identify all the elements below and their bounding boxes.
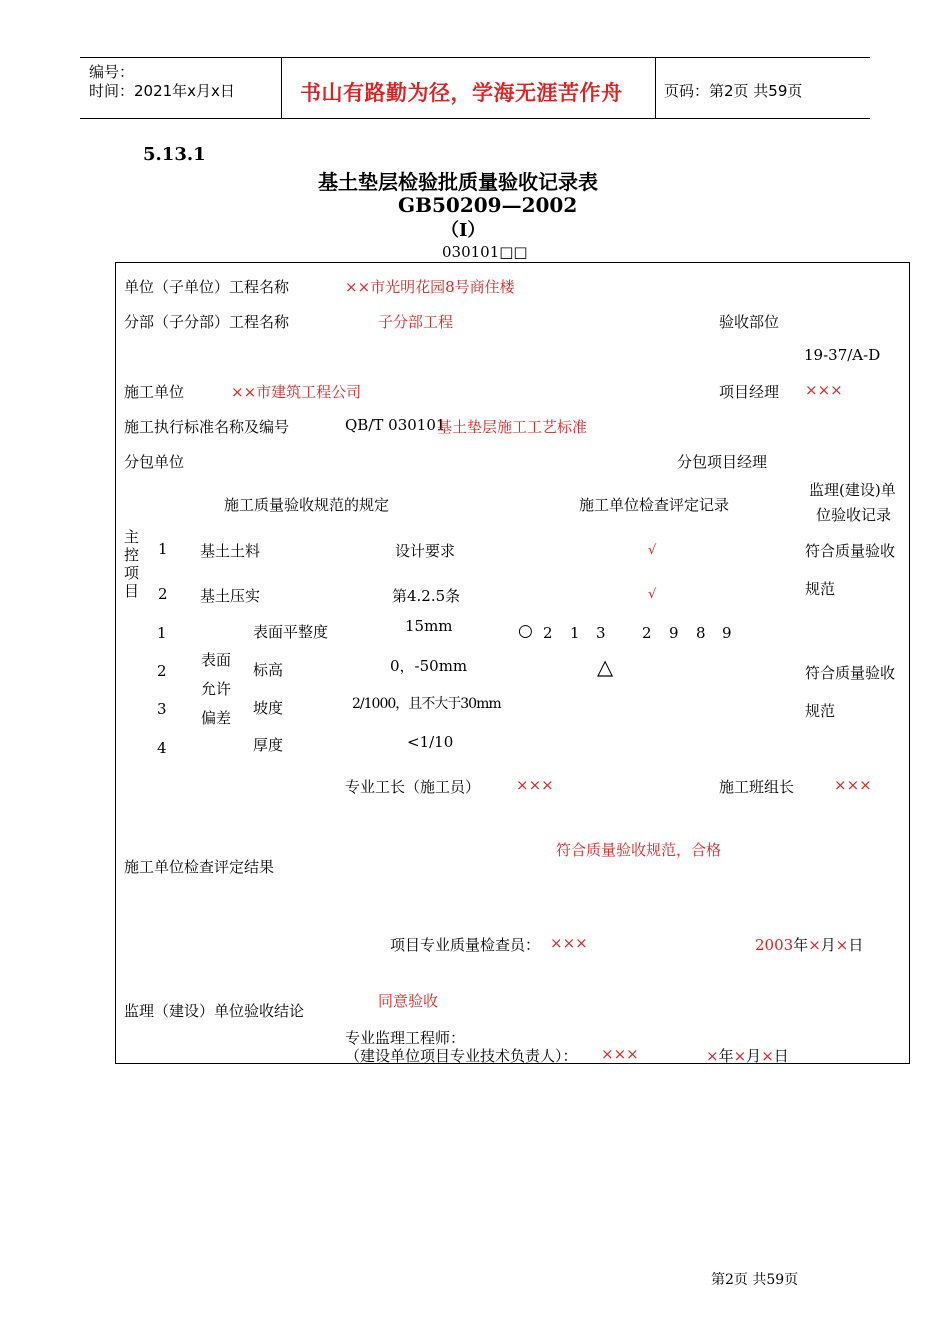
flatness-value: 2: [642, 624, 652, 642]
subcontract-label: 分包单位: [124, 453, 185, 471]
sign-date-yue: 月: [746, 1047, 762, 1065]
doc-title: 基土垫层检验批质量验收记录表: [318, 170, 598, 194]
construct-unit-value: ××市建筑工程公司: [231, 383, 362, 401]
col-supervision-header-2: 位验收记录: [816, 506, 892, 524]
dev-item-no: 2: [157, 662, 167, 680]
sign-date-x1: ×: [706, 1047, 719, 1065]
sign-date-ri: 日: [773, 1047, 789, 1065]
flatness-value: 1: [570, 624, 580, 642]
construct-unit-label: 施工单位: [124, 383, 185, 401]
dev-item-req: <1/10: [407, 733, 454, 751]
dev-item-no: 3: [157, 700, 167, 718]
header-divider-left: [281, 57, 282, 119]
dev-item-name: 标高: [253, 661, 284, 679]
main-control-char: 项: [124, 564, 140, 582]
supervision-label: 监理（建设）单位验收结论: [124, 1002, 305, 1020]
inspect-date-x1: ×: [808, 936, 821, 954]
doc-standard: GB50209—2002: [398, 193, 578, 217]
check-result-value: 符合质量验收规范，合格: [556, 841, 722, 859]
builder-value: ×××: [601, 1045, 639, 1063]
dev-item-name: 坡度: [253, 699, 284, 717]
sub-project-value: 子分部工程: [378, 313, 454, 331]
check-mark-icon: √: [648, 587, 657, 602]
main-item-no: 1: [158, 540, 168, 558]
serial-label: 编号：: [89, 63, 135, 81]
foreman-value: ×××: [516, 776, 554, 794]
main-item-name: 基土压实: [200, 587, 261, 605]
inspect-date-year: 2003: [755, 936, 794, 954]
deviation-label: 允许: [201, 680, 232, 698]
main-item-req: 设计要求: [395, 542, 456, 560]
inspector-label: 项目专业质量检查员：: [390, 936, 541, 954]
supervision-value: 同意验收: [378, 992, 439, 1010]
dev-item-name: 厚度: [253, 736, 284, 754]
circle-icon: ○: [518, 621, 533, 641]
inspect-date-nian: 年: [793, 936, 809, 954]
foreman-label: 专业工长（施工员）: [345, 778, 481, 796]
col-check-header: 施工单位检查评定记录: [579, 496, 730, 514]
subcontract-manager-label: 分包项目经理: [677, 453, 768, 471]
unit-project-label: 单位（子单位）工程名称: [124, 278, 290, 296]
col-spec-header: 施工质量验收规范的规定: [224, 496, 390, 514]
sign-date-nian: 年: [718, 1047, 734, 1065]
main-control-char: 主: [124, 528, 140, 546]
dev-item-req: 15mm: [405, 617, 453, 635]
triangle-icon: △: [597, 655, 614, 679]
main-control-char: 控: [124, 546, 140, 564]
sign-date-x3: ×: [761, 1047, 774, 1065]
dev-item-no: 1: [157, 624, 167, 642]
team-leader-value: ×××: [834, 776, 872, 794]
col-supervision-header-1: 监理(建设)单: [809, 481, 896, 499]
unit-project-value: ××市光明花园8号商住楼: [345, 278, 515, 296]
dev-item-req: 0，-50mm: [390, 657, 468, 675]
page-label: 页码：第2页 共59页: [664, 82, 803, 100]
main-item-name: 基土土料: [200, 542, 261, 560]
header-bottom-rule: [80, 118, 870, 119]
sub-project-label: 分部（子分部）工程名称: [124, 313, 290, 331]
engineer-label: 专业监理工程师：: [345, 1029, 466, 1047]
sign-date: [706, 1045, 789, 1066]
main-result-line1: 符合质量验收: [805, 542, 896, 560]
dev-item-no: 4: [157, 739, 167, 757]
flatness-value: 9: [722, 624, 732, 642]
flatness-value: 2: [543, 624, 553, 642]
section-number: 5.13.1: [143, 144, 206, 165]
header-top-rule: [80, 57, 870, 58]
inspect-date: [755, 934, 863, 955]
dev-result-line1: 符合质量验收: [805, 664, 896, 682]
footer-page: 第2页 共59页: [711, 1272, 799, 1288]
flatness-value: 9: [669, 624, 679, 642]
team-leader-label: 施工班组长: [719, 778, 795, 796]
dev-result-line2: 规范: [805, 702, 836, 720]
standard-name: 基土垫层施工工艺标准: [437, 418, 588, 436]
accept-part-value: 19-37/A-D: [804, 346, 881, 364]
dev-item-name: 表面平整度: [253, 623, 329, 641]
inspect-date-yue: 月: [820, 936, 836, 954]
deviation-label: 表面: [201, 651, 232, 669]
deviation-label: 偏差: [201, 709, 232, 727]
project-manager-label: 项目经理: [719, 383, 780, 401]
flatness-value: 3: [596, 624, 606, 642]
main-item-req: 第4.2.5条: [392, 587, 461, 605]
sign-date-x2: ×: [733, 1047, 747, 1065]
accept-part-label: 验收部位: [719, 313, 780, 331]
inspect-date-ri: 日: [848, 936, 864, 954]
project-manager-value: ×××: [805, 381, 843, 399]
inspector-value: ×××: [550, 934, 588, 952]
check-mark-icon: √: [648, 543, 657, 558]
check-result-label: 施工单位检查评定结果: [124, 858, 275, 876]
header-divider-right: [655, 57, 656, 119]
doc-roman: （Ⅰ）: [441, 220, 486, 241]
standard-label: 施工执行标准名称及编号: [124, 418, 290, 436]
doc-code: 030101□□: [442, 243, 528, 261]
standard-code: QB/T 030101: [345, 416, 446, 434]
main-item-no: 2: [158, 585, 168, 603]
main-control-char: 目: [124, 582, 140, 600]
motto: 书山有路勤为径，学海无涯苦作舟: [300, 81, 623, 105]
main-result-line2: 规范: [805, 580, 836, 598]
date-label: 时间：2021年x月x日: [89, 82, 235, 100]
builder-label: （建设单位项目专业技术负责人）：: [345, 1047, 578, 1065]
dev-item-req: 2/1000，且不大于30mm: [352, 696, 501, 712]
inspect-date-x2: ×: [835, 936, 849, 954]
flatness-value: 8: [696, 624, 706, 642]
